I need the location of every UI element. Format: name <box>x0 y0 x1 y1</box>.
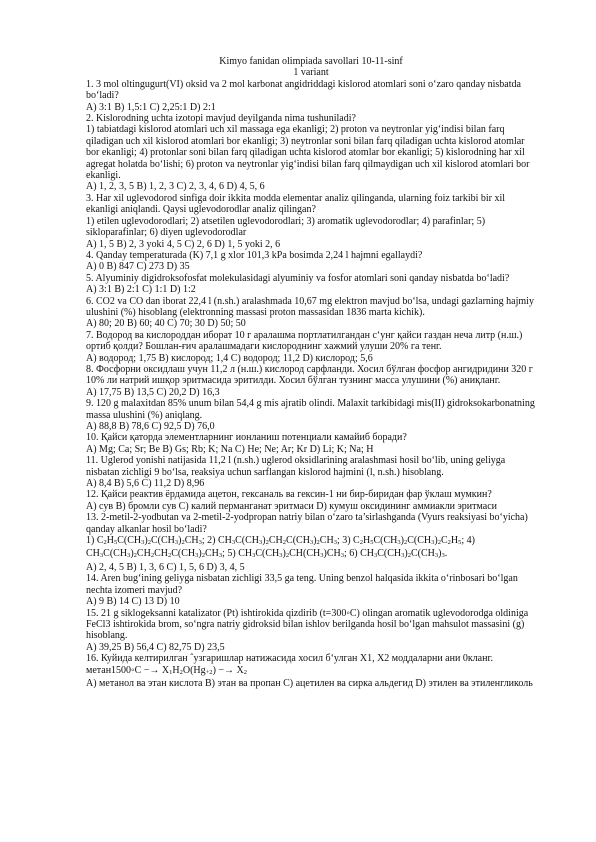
subscript: 2 <box>150 552 155 560</box>
formula-text: C(CH <box>103 548 128 560</box>
subscript: 2 <box>103 539 107 547</box>
subscript: 3 <box>141 539 145 547</box>
formula-text: ) <box>130 548 134 560</box>
text-line: 1) etilen uglevodorodlari; 2) atsetilen uglevodorodlari; 3) aromatik uglevodorodlar; 4) parafinlar; 5) sikloparafinlar; 6) diyen uglevodorodlar <box>86 215 486 239</box>
text-line: A) 3:1 B) 1,5:1 C) 2,25:1 D) 2:1 <box>86 101 216 113</box>
subscript: 2 <box>133 552 137 560</box>
text-line: A) 8,4 B) 5,6 C) 11,2 D) 8,96 <box>86 478 205 490</box>
text-line: A) 1, 2, 3, 5 B) 1, 2, 3 C) 2, 3, 4, 6 D) 4, 5, 6 <box>86 181 265 193</box>
subscript: 3 <box>401 552 405 560</box>
text-line: 14. Aren bug‘ining geliyga nisbatan zichligi 33,5 ga teng. Uning benzol halqasida ikkita o‘rinbosari bo‘lgan nechta izomeri mavjud? <box>86 573 518 596</box>
subscript: 3 <box>340 552 344 560</box>
formula-text: ) <box>144 535 148 547</box>
subscript: 3 <box>252 552 256 560</box>
formula-text: CH(CH <box>289 548 321 560</box>
text-line: 7. Водород ва кислороддан иборат 10 г аралашма портлатилгандан сʻунг қайси газдан неча литр (н.ш.) ортиб қолди? Бошлан-ғич аралашмадаги кислороднинг хажмий улуши 20% га тенг. <box>86 329 523 353</box>
formula-text: H <box>106 535 114 547</box>
text-line: 5. Alyuminiy digidroksofosfat molekulasidagi alyuminiy va fosfor atomlari soni qanday nisbatda bo‘ladi? <box>86 272 510 284</box>
subscript: 2 <box>181 539 185 547</box>
formula-text: ) −→ X <box>212 664 244 676</box>
subscript: 5 <box>458 539 462 547</box>
text-line: 6. CO2 va CO dan iborat 22,4 l (n.sh.) aralashmada 10,67 mg elektron mavjud bo‘lsa, undagi gazlarning hajmiy ulushini (%) hisoblang (elektronning massasi proton massasidan 1836 marta kichik). <box>86 295 534 318</box>
subscript: 3 <box>127 552 131 560</box>
formula-text: C(CH <box>377 548 402 560</box>
formula-text: C(CH <box>373 535 398 547</box>
subscript: 3 <box>309 539 314 547</box>
subscript: 3 <box>174 539 179 547</box>
text-line: 10. Қайси қаторда элементларнинг ионланиш потенциали камайиб боради? <box>86 432 407 444</box>
formula-text: метан1500◦C −→ X <box>86 664 170 676</box>
subscript: 2 <box>179 668 183 676</box>
formula-text: H <box>450 535 459 547</box>
formula-text: ) <box>313 535 317 547</box>
subscript: 3 <box>373 552 378 560</box>
formula-text: C(CH <box>255 548 280 560</box>
formula-text: ; 6) CH <box>343 548 374 560</box>
formula-text: C(CH <box>286 535 310 547</box>
formula-text: CH <box>136 548 151 560</box>
formula-text: H <box>362 535 371 547</box>
text-line: 11. Uglerod yonishi natijasida 11,2 l (n.sh.) uglerod oksidlarining aralashmasi hosil bo‘lib, uning geliyga nisbatan zichligi 9 bo‘lsa, reaksiya uchun sarflangan kislorod hajmini (l, n.sh.) hisoblang. <box>86 455 506 478</box>
formula-text: C(CH <box>171 548 196 560</box>
text-line: A) 2, 4, 5 B) 1, 3, 6 C) 1, 5, 6 D) 3, 4, 5 <box>86 561 245 573</box>
text-line: 9. 120 g malaxitdan 85% unum bilan 54,4 g mis ajratib olindi. Malaxit tarkibidagi mis(II) gidroksokarbonatning massa ulushini (%) aniqlang. <box>86 398 535 421</box>
text-line: A) 3:1 B) 2:1 C) 1:1 D) 1:2 <box>86 284 196 296</box>
subscript: 2 <box>167 552 172 560</box>
formula-text: 1) C <box>86 535 104 547</box>
text-line: A) Mg; Ca; Sr; Be B) Gs; Rb; K; Na C) He; Ne; Ar; Kr D) Li; K; Na; H <box>86 443 374 455</box>
subscript: 3 <box>434 552 439 560</box>
subscript: 2 <box>282 539 287 547</box>
text-line: 2. Kislorodning uchta izotopi mavjud deyilganda nima tushuniladi? <box>86 113 356 125</box>
text-line: A) 39,25 B) 56,4 C) 82,75 D) 23,5 <box>86 641 225 653</box>
formula-text: ; 3) C <box>336 535 360 547</box>
subscript: 3 <box>320 552 324 560</box>
formula-text: H <box>172 664 180 676</box>
subscript: 3 <box>279 552 283 560</box>
formula-text: C(CH <box>150 535 175 547</box>
formula-text: . <box>444 548 448 560</box>
text-line: 8. Фосфорни оксидлаш учун 11,2 л (н.ш.) кислород сарфланди. Хосил бўлган фосфор ангидридини 320 г 10% ли натрий ишқор эритмасида эритилди. Хосил бўлган тузнинг масса улушини (%) аниқланг. <box>86 363 533 387</box>
subscript: 2 <box>447 539 451 547</box>
subscript: 2 <box>201 552 205 560</box>
text-line: 3. Har xil uglevodorod sinfiga doir ikkita modda elementar analiz qilinganda, ularning foiz tarkibi bir xil ekanligi aniqlandi. Qaysi uglevodorodlar analiz qilingan? <box>86 192 506 216</box>
formula-text: O(Hg <box>182 664 206 676</box>
subscript: 3 <box>441 552 445 560</box>
subscript: 3 <box>99 552 104 560</box>
text-line: A) 88,8 B) 78,6 C) 92,5 D) 76,0 <box>86 421 215 432</box>
formula-text: C(CH <box>235 535 260 547</box>
text-line: A) 1, 5 B) 2, 3 yoki 4, 5 C) 2, 6 D) 1, 5 yoki 2, 6 <box>86 238 281 250</box>
text-line: A) метанол ва этан кислота B) этан ва пропан C) ацетилен ва сирка альдегид D) этилен ва этиленгликоль <box>86 677 533 689</box>
variant-label: 1 variant <box>293 67 329 79</box>
formula-text: CH <box>154 548 168 560</box>
text-line: 1. 3 mol oltingugurt(VI) oksid va 2 mol karbonat angidriddagi kislorod atomlari soni o‘zaro qanday nisbatda bo‘ladi? <box>86 78 521 102</box>
subscript: 2 <box>285 552 290 560</box>
text-line: 16. Куйида келтирилган ˆузгаришлар натижасида хосил бʻулган X1, X2 моддаларни ани 0кланг. <box>86 653 493 665</box>
questions-body <box>86 79 536 535</box>
text-line: A) сув B) бромли сув C) калий перманганат эритмаси D) кумуш оксидининг аммиакли эритмаси <box>86 500 497 512</box>
subscript: 5 <box>113 539 118 547</box>
formula-text: )CH <box>323 548 341 560</box>
text-line: A) 9 B) 14 C) 13 D) 10 <box>86 596 180 608</box>
formula-text: ; 5) CH <box>222 548 253 560</box>
text-line: A) 0 B) 847 C) 273 D) 35 <box>86 261 190 273</box>
subscript: 3 <box>218 552 223 560</box>
subscript: 2 <box>407 552 411 560</box>
questions-body-final <box>86 678 536 689</box>
formula-text: ) <box>282 548 286 560</box>
subscript: 2 <box>437 539 441 547</box>
subscript: 3 <box>195 552 199 560</box>
formula-text: ; 4) CH <box>86 535 475 560</box>
subscript: 2 <box>147 539 151 547</box>
subscript: +2 <box>205 668 213 676</box>
formula-text: C <box>440 535 448 547</box>
formula-text: CH <box>204 548 219 560</box>
subscript: 5 <box>370 539 374 547</box>
subscript: 2 <box>243 668 248 676</box>
formula-text: ) <box>178 535 182 547</box>
subscript: 2 <box>316 539 320 547</box>
questions-body-continued <box>86 562 536 665</box>
formula-text: CH <box>268 535 283 547</box>
formula-text: ) <box>434 535 438 547</box>
text-line: A) водород; 1,75 B) кислород; 1,4 C) водород; 11,2 D) кислород; 5,6 <box>86 352 373 364</box>
formula-text: CH <box>184 535 199 547</box>
subscript: 3 <box>431 539 435 547</box>
formula-text: ) <box>262 535 266 547</box>
text-line: A) 80; 20 B) 60; 40 C) 70; 30 D) 50; 50 <box>86 318 246 330</box>
formula-text: ) <box>400 535 404 547</box>
subscript: 1 <box>169 668 173 676</box>
text-line: 4. Qanday temperaturada (K) 7,1 g xlor 101,3 kPa bosimda 2,24 l hajmni egallaydi? <box>86 249 423 261</box>
formula-text: C(CH <box>407 535 432 547</box>
subscript: 3 <box>333 539 337 547</box>
formula-text: CH <box>319 535 334 547</box>
formula-text: ) <box>404 548 408 560</box>
formula-text: ; 2) CH <box>201 535 232 547</box>
text-line: A) 17,75 B) 13,5 C) 20,2 D) 16,3 <box>86 386 220 398</box>
document-title: Kimyo fanidan olimpiada savollari 10-11-sinf <box>219 56 403 67</box>
subscript: 3 <box>231 539 236 547</box>
subscript: 2 <box>359 539 363 547</box>
formula-text: C(CH <box>410 548 435 560</box>
text-line: 12. Қайси реактив ёрдамида ацетон, гексаналь ва гексин-1 ни бир-биридан фар ўклаш мумкин? <box>86 489 492 501</box>
text-line: 1) tabiatdagi kislorod atomlari uch xil massaga ega ekanligi; 2) proton va neytronlar yig‘indisi bilan farq qiladigan uch xil kislorod atomlari bor ekanligi; 3) neytronlar soni bilan farq qiladigan uchta kislorod atomlar bor ekanligi; 4) protonlar soni bilan farq qiladigan uchta kislorod atomlar bor ekanligi; 5) kislorodning har xil agregat holatda bo‘lishi; 6) proton va neytronlar yig‘indisi bilan farq qilmaydigan uch xil kislorod atomlari bor ekanligi. <box>86 124 530 182</box>
subscript: 2 <box>403 539 408 547</box>
formula-text: C(CH <box>117 535 142 547</box>
reaction-scheme <box>86 665 536 678</box>
formula-text: ) <box>198 548 202 560</box>
text-line: 15. 21 g siklogeksanni katalizator (Pt) ishtirokida qizdirib (t=300◦C) olingan aromatik uglevodorodga oldiniga FeCl3 ishtirokida brom, so‘ngra natriy gidroksid bilan ishlov berilganda hosil bo‘lgan mahsulot massasini (g) hisoblang. <box>86 607 529 642</box>
subscript: 3 <box>397 539 401 547</box>
subscript: 3 <box>198 539 202 547</box>
subscript: 2 <box>265 539 269 547</box>
subscript: 3 <box>259 539 263 547</box>
formula-text: ) <box>438 548 442 560</box>
text-line: 13. 2-metil-2-yodbutan va 2-metil-2-yodpropan natriy bilan o‘zaro ta’sirlashganda (Vyurs reaksiyasi bo‘yicha) qanday alkanlar hosil bo‘ladi? <box>86 512 528 535</box>
formula-line <box>86 535 536 562</box>
